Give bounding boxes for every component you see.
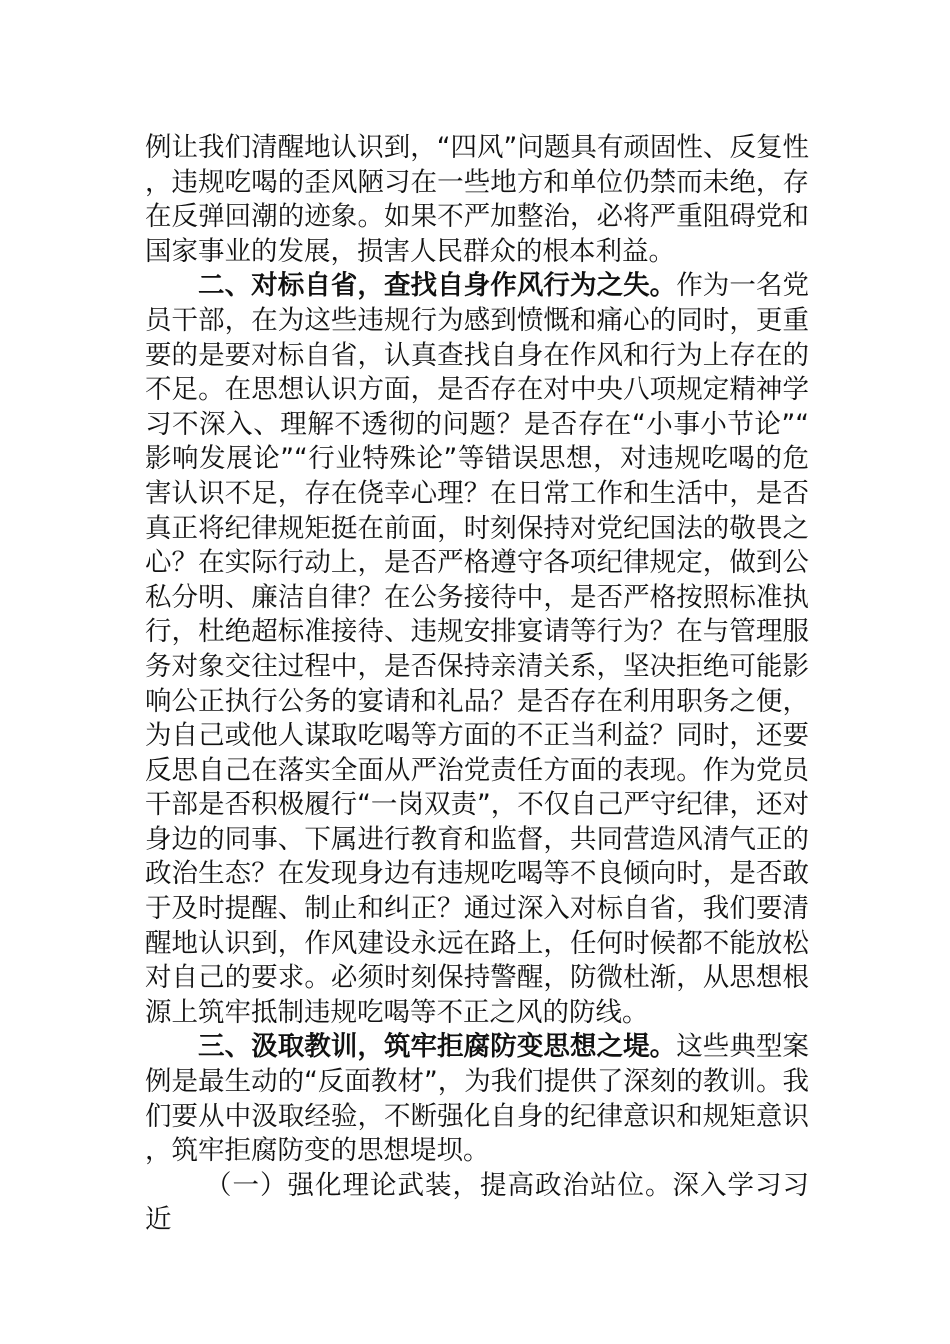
section-two-heading: 二、对标自省，查找自身作风行为之失。	[198, 270, 677, 302]
section-two-paragraph	[145, 269, 809, 1030]
section-three-heading: 三、汲取教训，筑牢拒腐防变思想之堤。	[198, 1031, 677, 1063]
paragraph-text: （一）强化理论武装，提高政治站位。深入学习习近	[145, 1169, 809, 1236]
paragraph-text: 例让我们清醒地认识到，“四风”问题具有顽固性、反复性，违规吃喝的歪风陋习在一些地方和单位仍禁而未绝，存在反弹回潮的迹象。如果不严加整治，必将严重阻碍党和国家事业的发展，损害人民群众的根本利益。	[145, 132, 809, 267]
paragraph-text: 作为一名党员干部，在为这些违规行为感到愤慨和痛心的同时，更重要的是要对标自省，认真查找自身在作风和行为上存在的不足。在思想认识方面，是否存在对中央八项规定精神学习不深入、理解不透彻的问题？是否存在“小事小节论”“影响发展论”“行业特殊论”等错误思想，对违规吃喝的危害认识不足，存在侥幸心理？在日常工作和生活中，是否真正将纪律规矩挺在前面，时刻保持对党纪国法的敬畏之心？在实际行动上，是否严格遵守各项纪律规定，做到公私分明、廉洁自律？在公务接待中，是否严格按照标准执行，杜绝超标准接待、违规安排宴请等行为？在与管理服务对象交往过程中，是否保持亲清关系，坚决拒绝可能影响公正执行公务的宴请和礼品？是否存在利用职务之便，为自己或他人谋取吃喝等方面的不正当利益？同时，还要反思自己在落实全面从严治党责任方面的表现。作为党员干部是否积极履行“一岗双责”，不仅自己严守纪律，还对身边的同事、下属进行教育和监督，共同营造风清气正的政治生态？在发现身边有违规吃喝等不良倾向时，是否敢于及时提醒、制止和纠正？通过深入对标自省，我们要清醒地认识到，作风建设永远在路上，任何时候都不能放松对自己的要求。必须时刻保持警醒，防微杜渐，从思想根源上筑牢抵制违规吃喝等不正之风的防线。	[145, 270, 810, 1028]
subsection-one-paragraph	[145, 1169, 809, 1238]
document-body	[145, 131, 809, 1238]
section-three-paragraph	[145, 1030, 809, 1168]
paragraph-text: 这些典型案例是最生动的“反面教材”，为我们提供了深刻的教训。我们要从中汲取经验，不断强化自身的纪律意识和规矩意识，筑牢拒腐防变的思想堤坝。	[145, 1031, 810, 1167]
paragraph-continuation	[145, 131, 809, 269]
